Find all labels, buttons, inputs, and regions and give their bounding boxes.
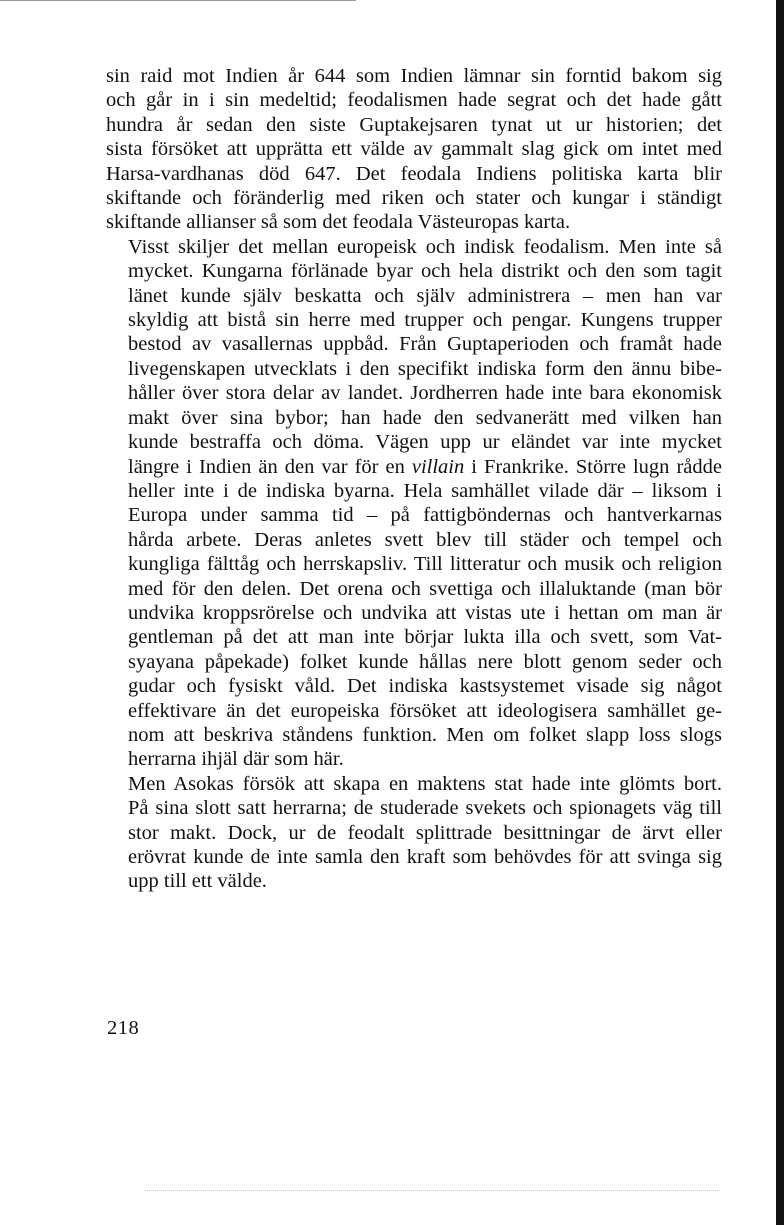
paragraph-1 [106,64,722,235]
text-line: upp till ett välde. [128,870,267,893]
emphasis-word: villain [411,455,465,478]
text-line: gudar och fysiskt våld. Det indiska kastsystemet visade sig något [128,675,722,698]
text-line: erövrat kunde de inte samla den kraft som behövdes för att svinga sig [128,846,722,868]
text-line: syayana påpekade) folket kunde hållas nere blott genom seder och [128,650,722,673]
text-line: heller inte i de indiska byarna. Hela samhället vilade där – liksom i [128,479,722,502]
body-text [106,64,722,894]
text-line: effektivare än det europeiska försöket att ideologisera samhället ge- [128,699,722,722]
text-line: sin raid mot Indien år 644 som Indien lämnar sin forntid bakom sig [106,65,722,87]
text-line: håller över stora delar av landet. Jordherren hade inte bara ekonomisk [128,382,722,405]
paragraph-3 [106,772,722,894]
text-line: herrarna ihjäl där som här. [128,748,344,771]
text-line: skyldig att bistå sin herre med trupper och pengar. Kungens trupper [128,309,722,332]
text-line: Europa under samma tid – på fattigböndernas och hantverkarnas [128,504,722,527]
text-line: bestod av vasallernas uppbåd. Från Guptaperioden och framåt hade [128,333,722,356]
text-line: stor makt. Dock, ur de feodalt splittrade besittningar de ärvt eller [128,821,722,844]
text-line: skiftande och föränderlig med riken och stater och kungar i ständigt [106,187,722,210]
text-line: och går in i sin medeltid; feodalismen hade segrat och det hade gått [106,89,722,112]
text-line: sista försöket att upprätta ett välde av gammalt slag gick om intet med [106,138,722,161]
text-line: mycket. Kungarna förlänade byar och hela distrikt och den som tagit [128,260,722,283]
text-line: hårda arbete. Deras anletes svett blev till städer och tempel och [128,528,722,551]
text-line: länet kunde själv beskatta och själv administrera – men han var [128,284,722,307]
text-line: På sina slott satt herrarna; de studerade svekets och spionagets väg till [128,797,722,820]
text-line: Men Asokas försök att skapa en maktens stat hade inte glömts bort. [128,772,722,795]
text-line: skiftande allianser så som det feodala Västeuropas karta. [106,211,571,234]
text-line: kunde bestraffa och döma. Vägen upp ur eländet var inte mycket [128,431,722,454]
scan-bottom-edge [145,1190,720,1191]
text-line: gentleman på det att man inte börjar lukta illa och svett, som Vat- [128,626,722,649]
text-line: med för den delen. Det orena och svettiga och illaluktande (man bör [128,577,722,600]
text-line: hundra år sedan den siste Guptakejsaren tynat ut ur historien; det [106,113,722,136]
text-line: nom att beskriva ståndens funktion. Men om folket slapp loss slogs [128,723,722,746]
text-line: livegenskapen utvecklats i den specifikt indiska form den ännu bibe- [128,357,722,380]
scan-top-edge [0,0,356,1]
page-number: 218 [107,1017,140,1039]
text-line: Visst skiljer det mellan europeisk och indisk feodalism. Men inte så [128,235,722,258]
text-line: Harsa-vardhanas död 647. Det feodala Indiens politiska karta blir [106,162,722,185]
paragraph-2 [106,235,722,772]
scan-right-edge [776,0,784,1225]
text-line: längre i Indien än den var för en villain i Frankrike. Större lugn rådde [128,455,722,478]
text-line: makt över sina bybor; han hade den sedvanerätt med vilken han [128,406,722,429]
text-line: undvika kroppsrörelse och undvika att vistas ute i hettan om man är [128,601,722,624]
text-line: kungliga fälttåg och herrskapsliv. Till litteratur och musik och religion [128,553,722,576]
